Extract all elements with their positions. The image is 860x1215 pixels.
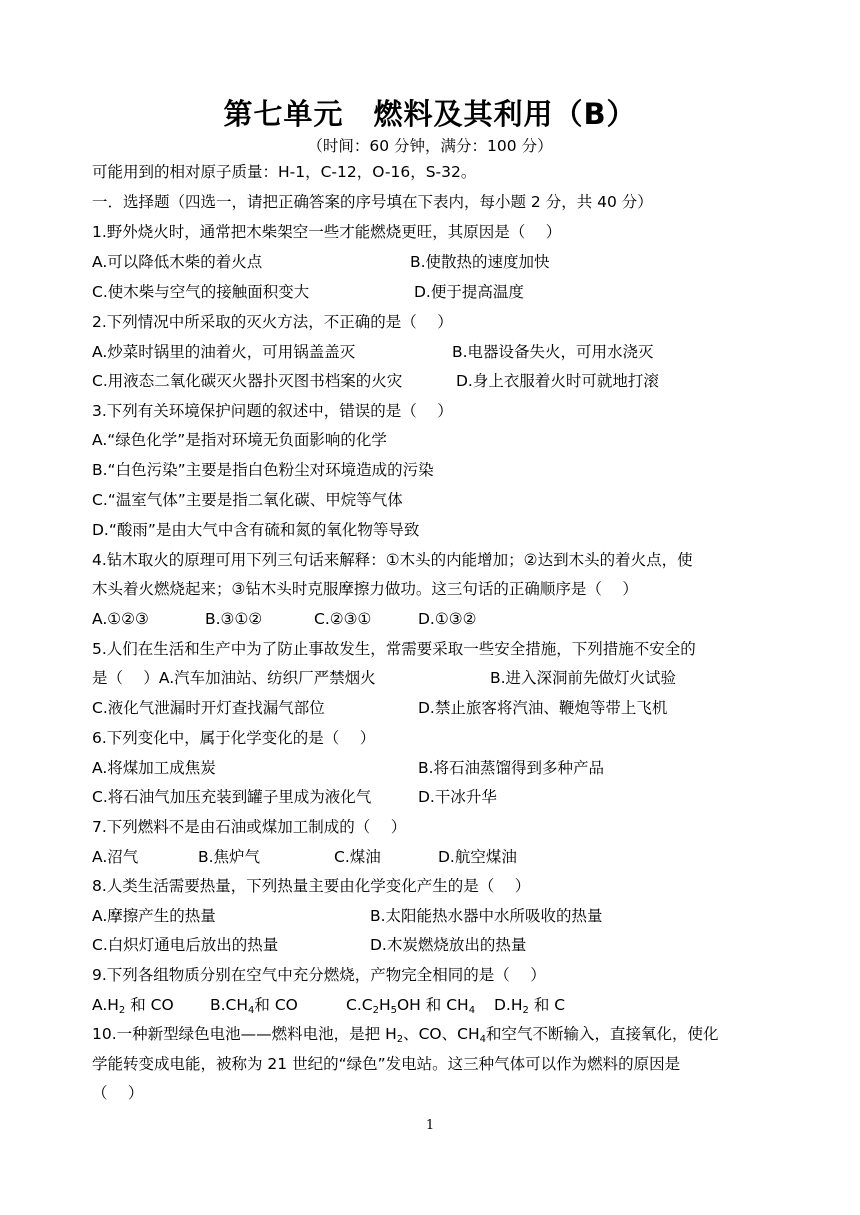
question-4-option-a: A.①②③ [92, 610, 149, 628]
question-6-option-d: D.干冰升华 [418, 788, 497, 806]
question-5-stem-line-2: 是（ ）A.汽车加油站、纺织厂严禁烟火 [92, 669, 376, 687]
question-2-option-c: C.用液态二氧化碳灭火器扑灭图书档案的火灾 [92, 372, 403, 390]
question-2-option-a: A.炒菜时锅里的油着火，可用锅盖盖灭 [92, 343, 356, 361]
exam-duration-score: （时间：60 分钟，满分：100 分） [307, 137, 553, 155]
question-7-option-d: D.航空煤油 [438, 848, 517, 866]
question-9-stem: 9.下列各组物质分别在空气中充分燃烧，产物完全相同的是（ ） [92, 966, 546, 984]
question-5-option-c: C.液化气泄漏时开灯查找漏气部位 [92, 699, 325, 717]
question-10-stem-line-2: 学能转变成电能，被称为 21 世纪的“绿色”发电站。这三种气体可以作为燃料的原因是 [92, 1055, 681, 1073]
question-6-option-a: A.将煤加工成焦炭 [92, 759, 216, 777]
question-8-option-b: B.太阳能热水器中水所吸收的热量 [370, 907, 603, 925]
question-5-stem-line-1: 5.人们在生活和生产中为了防止事故发生，常需要采取一些安全措施，下列措施不安全的 [92, 640, 696, 658]
question-6-stem: 6.下列变化中，属于化学变化的是（ ） [92, 729, 376, 747]
question-9-option-b: $B.CH_4$和 CO [210, 996, 298, 1016]
question-6-option-c: C.将石油气加压充装到罐子里成为液化气 [92, 788, 372, 806]
question-8-option-c: C.白炽灯通电后放出的热量 [92, 936, 279, 954]
question-8-option-d: D.木炭燃烧放出的热量 [370, 936, 527, 954]
question-10-stem-line-1: 10.一种新型绿色电池——燃料电池，是把 $H_2$、CO、$CH_4$和空气不断输入，直接氧化，使化 [92, 1025, 719, 1045]
question-1-option-c: C.使木柴与空气的接触面积变大 [92, 283, 310, 301]
question-4-stem-line-1: 4.钻木取火的原理可用下列三句话来解释：①木头的内能增加；②达到木头的着火点，使 [92, 551, 693, 569]
section-heading: 一．选择题（四选一，请把正确答案的序号填在下表内，每小题 2 分，共 40 分） [92, 193, 653, 211]
question-5-option-d: D.禁止旅客将汽油、鞭炮等带上飞机 [418, 699, 668, 717]
page-number: 1 [425, 1118, 435, 1133]
question-4-option-d: D.①③② [418, 610, 477, 628]
question-7-stem: 7.下列燃料不是由石油或煤加工制成的（ ） [92, 818, 407, 836]
page-title: 第七单元 燃料及其利用（B） [223, 97, 637, 131]
question-7-option-a: A.沼气 [92, 848, 139, 866]
question-2-option-d: D.身上衣服着火时可就地打滚 [456, 372, 659, 390]
question-9-option-a: $A.H_2$ 和 CO [92, 996, 174, 1016]
question-9-option-d: $D.H_2$ 和 C [494, 996, 566, 1016]
question-7-option-c: C.煤油 [334, 848, 381, 866]
question-4-option-c: C.②③① [314, 610, 372, 628]
question-4-stem-line-2: 木头着火燃烧起来；③钻木头时克服摩擦力做功。这三句话的正确顺序是（ ） [92, 580, 638, 598]
question-8-option-a: A.摩擦产生的热量 [92, 907, 216, 925]
question-8-stem: 8.人类生活需要热量，下列热量主要由化学变化产生的是（ ） [92, 877, 531, 895]
question-5-option-b: B.进入深洞前先做灯火试验 [490, 669, 677, 687]
question-3-option-c: C.“温室气体”主要是指二氧化碳、甲烷等气体 [92, 491, 403, 509]
question-2-stem: 2.下列情况中所采取的灭火方法，不正确的是（ ） [92, 313, 453, 331]
question-1-option-a: A.可以降低木柴的着火点 [92, 253, 263, 271]
question-1-stem: 1.野外烧火时，通常把木柴架空一些才能燃烧更旺，其原因是（ ） [92, 223, 562, 241]
question-6-option-b: B.将石油蒸馏得到多种产品 [418, 759, 605, 777]
question-1-option-d: D.便于提高温度 [414, 283, 524, 301]
question-2-option-b: B.电器设备失火，可用水浇灭 [452, 343, 654, 361]
question-9-option-c: $C.C_2H_5OH$ 和 $CH_4$ [346, 996, 476, 1016]
atomic-masses-note: 可能用到的相对原子质量：H-1，C-12，O-16，S-32。 [92, 163, 477, 181]
question-10-stem-line-3: （ ） [92, 1084, 144, 1102]
question-3-option-d: D.“酸雨”是由大气中含有硫和氮的氧化物等导致 [92, 521, 420, 539]
question-3-option-a: A.“绿色化学”是指对环境无负面影响的化学 [92, 431, 387, 449]
question-1-option-b: B.使散热的速度加快 [410, 253, 550, 271]
question-3-option-b: B.“白色污染”主要是指白色粉尘对环境造成的污染 [92, 461, 434, 479]
question-3-stem: 3.下列有关环境保护问题的叙述中，错误的是（ ） [92, 402, 453, 420]
question-4-option-b: B.③①② [205, 610, 263, 628]
question-7-option-b: B.焦炉气 [198, 848, 261, 866]
